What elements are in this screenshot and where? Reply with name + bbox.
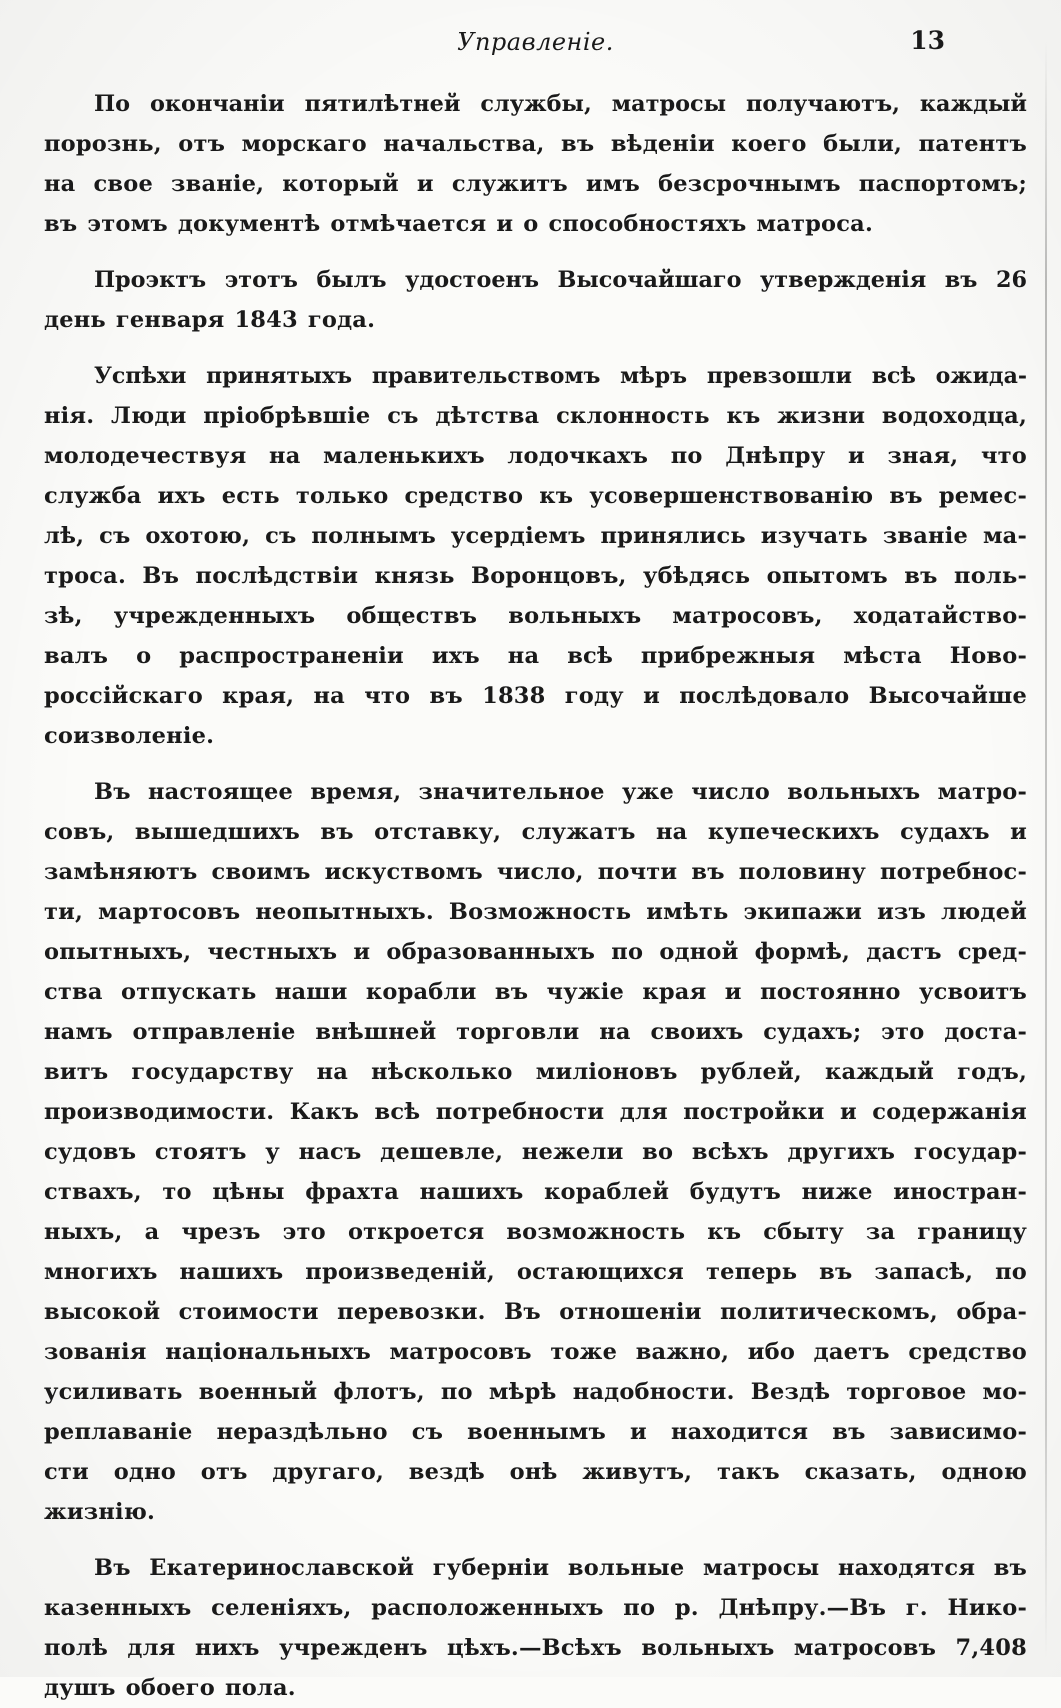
- text-line: намъ отправленіе внѣшней торговли на своихъ судахъ; это доста-: [44, 1019, 1027, 1045]
- text-line: опытныхъ, честныхъ и образованныхъ по одной формѣ, дастъ сред-: [44, 939, 1027, 965]
- running-title: Управленіе.: [457, 28, 614, 56]
- text-line: казенныхъ селеніяхъ, расположенныхъ по р. Днѣпру.—Въ г. Нико-: [44, 1595, 1027, 1621]
- text-line: соизволеніе.: [44, 723, 215, 749]
- text-line: ти, мартосовъ неопытныхъ. Возможность имѣть экипажи изъ людей: [44, 899, 1027, 925]
- text-line: лѣ, съ охотою, съ полнымъ усердіемъ принялись изучать званіе ма-: [44, 523, 1027, 549]
- text-line: Успѣхи принятыхъ правительствомъ мѣръ превзошли всѣ ожида-: [94, 363, 1027, 389]
- text-line: замѣняютъ своимъ искуствомъ число, почти въ половину потребнос-: [44, 859, 1027, 885]
- text-line: совъ, вышедшихъ въ отставку, служатъ на купеческихъ судахъ и: [44, 819, 1027, 845]
- text-line: реплаваніе нераздѣльно съ военнымъ и находится въ зависимо-: [44, 1419, 1027, 1445]
- text-line: служба ихъ есть только средство къ усовершенствованію въ ремес-: [44, 483, 1027, 509]
- running-header: [44, 22, 1027, 62]
- text-line: зованія національныхъ матросовъ тоже важно, ибо даетъ средство: [44, 1339, 1027, 1365]
- text-line: жизнію.: [44, 1499, 156, 1525]
- body-text: [44, 84, 1027, 1708]
- text-line: нія. Люди пріобрѣвшіе съ дѣтства склонность къ жизни водоходца,: [44, 403, 1027, 429]
- text-line: усиливать военный флотъ, по мѣрѣ надобности. Вездѣ торговое мо-: [44, 1379, 1027, 1405]
- page-number: 13: [910, 26, 945, 55]
- text-line: на свое званіе, который и служитъ имъ безсрочнымъ паспортомъ;: [44, 171, 1027, 197]
- text-line: Проэктъ этотъ былъ удостоенъ Высочайшаго утвержденія въ 26: [94, 267, 1027, 293]
- text-line: Въ Екатеринославской губерніи вольные матросы находятся въ: [94, 1555, 1027, 1581]
- text-line: судовъ стоятъ у насъ дешевле, нежели во всѣхъ другихъ государ-: [44, 1139, 1027, 1165]
- text-line: въ этомъ документѣ отмѣчается и о способностяхъ матроса.: [44, 211, 873, 237]
- text-line: ства отпускать наши корабли въ чужіе края и постоянно усвоитъ: [44, 979, 1027, 1005]
- text-line: россійскаго края, на что въ 1838 году и послѣдовало Высочайше: [44, 683, 1027, 709]
- text-line: душъ обоего пола.: [44, 1675, 296, 1701]
- paragraph-2: [44, 260, 1027, 340]
- text-line: порознь, отъ морскаго начальства, въ вѣденіи коего были, патентъ: [44, 131, 1027, 157]
- text-line: ствахъ, то цѣны фрахта нашихъ кораблей будутъ ниже иностран-: [44, 1179, 1027, 1205]
- paragraph-5: [44, 1548, 1027, 1708]
- text-line: производимости. Какъ всѣ потребности для постройки и содержанія: [44, 1099, 1027, 1125]
- paragraph-1: [44, 84, 1027, 244]
- text-line: высокой стоимости перевозки. Въ отношеніи политическомъ, обра-: [44, 1299, 1027, 1325]
- text-line: многихъ нашихъ произведеній, остающихся теперь въ запасѣ, по: [44, 1259, 1027, 1285]
- page-edge-shadow: [1045, 40, 1047, 1660]
- text-line: По окончаніи пятилѣтней службы, матросы получаютъ, каждый: [94, 91, 1027, 117]
- paragraph-3: [44, 356, 1027, 756]
- text-line: молодечествуя на маленькихъ лодочкахъ по Днѣпру и зная, что: [44, 443, 1027, 469]
- text-line: витъ государству на нѣсколько миліоновъ рублей, каждый годъ,: [44, 1059, 1027, 1085]
- text-line: зѣ, учрежденныхъ обществъ вольныхъ матросовъ, ходатайство-: [44, 603, 1027, 629]
- text-line: Въ настоящее время, значительное уже число вольныхъ матро-: [94, 779, 1027, 805]
- text-line: троса. Въ послѣдствіи князь Воронцовъ, убѣдясь опытомъ въ поль-: [44, 563, 1027, 589]
- text-line: день генваря 1843 года.: [44, 307, 376, 333]
- text-line: сти одно отъ другаго, вездѣ онѣ живутъ, такъ сказать, одною: [44, 1459, 1027, 1485]
- text-line: полѣ для нихъ учрежденъ цѣхъ.—Всѣхъ вольныхъ матросовъ 7,408: [44, 1635, 1027, 1661]
- text-line: ныхъ, а чрезъ это откроется возможность къ сбыту за границу: [44, 1219, 1027, 1245]
- text-line: валъ о распространеніи ихъ на всѣ прибрежныя мѣста Ново-: [44, 643, 1027, 669]
- paragraph-4: [44, 772, 1027, 1532]
